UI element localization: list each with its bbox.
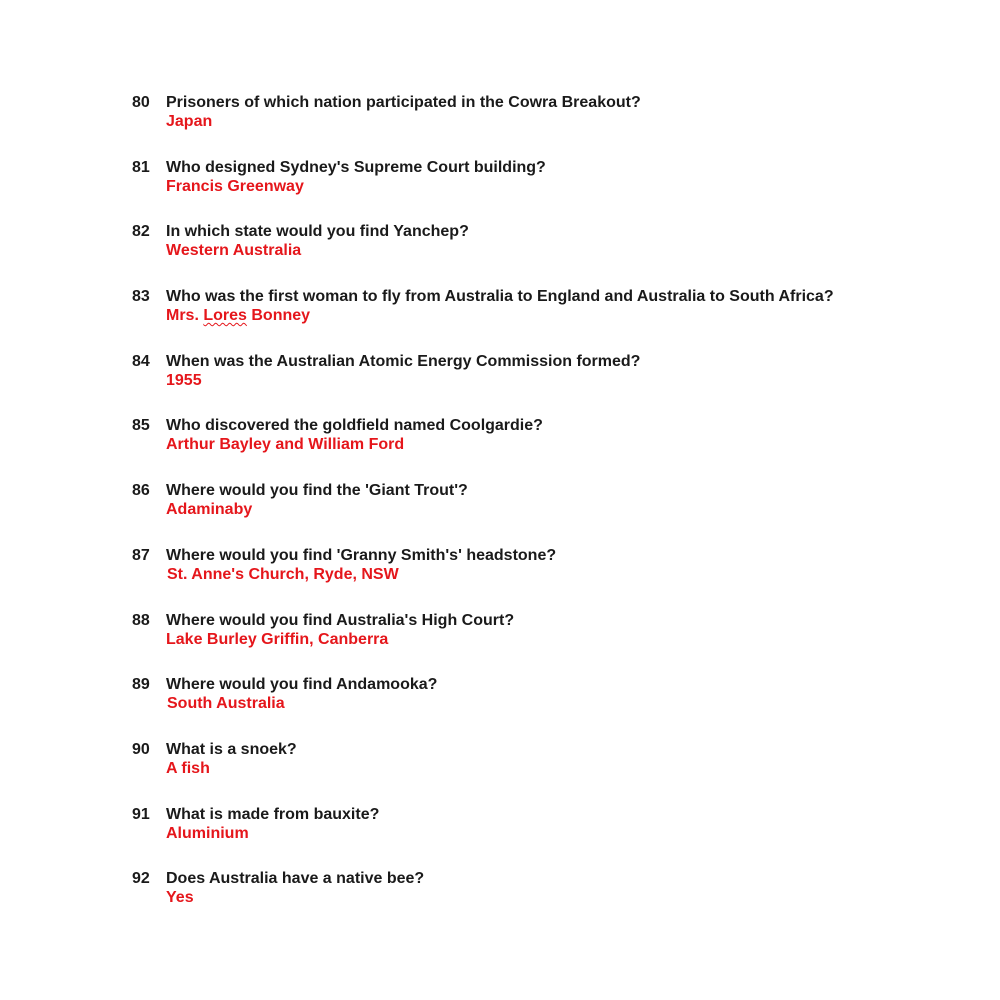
question-number: 81 xyxy=(132,158,150,176)
qa-item-88 xyxy=(132,611,982,676)
answer-text: Francis Greenway xyxy=(166,177,304,195)
answer-text: Lake Burley Griffin, Canberra xyxy=(166,630,389,648)
question-number: 86 xyxy=(132,482,150,500)
qa-item-92 xyxy=(132,869,982,934)
question-text: Where would you find the 'Giant Trout'? xyxy=(166,482,468,500)
spellcheck-flagged-word: Lores xyxy=(203,307,247,325)
question-number: 82 xyxy=(132,223,150,241)
question-number: 90 xyxy=(132,740,150,758)
qa-item-90 xyxy=(132,740,982,805)
answer-text: Arthur Bayley and William Ford xyxy=(166,436,405,454)
question-text: Prisoners of which nation participated in the Cowra Breakout? xyxy=(166,94,641,111)
question-text: When was the Australian Atomic Energy Commission formed? xyxy=(166,352,641,370)
qa-item-82 xyxy=(132,222,982,287)
qa-item-85 xyxy=(132,416,982,481)
question-text: Where would you find Australia's High Court? xyxy=(166,611,515,629)
answer-text: 1955 xyxy=(166,371,202,389)
question-number: 83 xyxy=(132,288,150,306)
question-number: 89 xyxy=(132,676,150,694)
qa-item-91 xyxy=(132,805,982,870)
question-number: 80 xyxy=(132,94,150,111)
question-text: What is a snoek? xyxy=(166,740,297,758)
qa-item-84 xyxy=(132,352,982,417)
question-text: What is made from bauxite? xyxy=(166,805,380,823)
answer-text: Yes xyxy=(166,889,194,907)
question-text: Where would you find Andamooka? xyxy=(166,676,438,694)
qa-item-89 xyxy=(132,675,982,740)
qa-item-81 xyxy=(132,158,982,223)
question-text: Does Australia have a native bee? xyxy=(166,870,425,888)
question-number: 92 xyxy=(132,870,150,888)
answer-prefix: Mrs. xyxy=(166,307,204,325)
question-text: In which state would you find Yanchep? xyxy=(166,223,469,241)
quiz-list xyxy=(132,93,982,934)
answer-text: Japan xyxy=(166,113,213,130)
question-number: 84 xyxy=(132,352,150,370)
question-number: 85 xyxy=(132,417,150,435)
answer-text: St. Anne's Church, Ryde, NSW xyxy=(167,565,399,583)
question-text: Who was the first woman to fly from Australia to England and Australia to South Africa? xyxy=(166,288,834,306)
qa-item-80 xyxy=(132,93,982,158)
question-number: 87 xyxy=(132,546,150,564)
question-text: Who discovered the goldfield named Coolgardie? xyxy=(166,417,543,435)
qa-item-83 xyxy=(132,287,982,352)
answer-text: A fish xyxy=(166,759,210,777)
question-number: 88 xyxy=(132,611,150,629)
answer-text xyxy=(166,306,310,325)
answer-text: South Australia xyxy=(167,695,285,713)
qa-item-87 xyxy=(132,546,982,611)
question-text: Where would you find 'Granny Smith's' headstone? xyxy=(166,546,557,564)
qa-item-86 xyxy=(132,481,982,546)
answer-text: Western Australia xyxy=(166,242,302,260)
answer-suffix: Bonney xyxy=(246,307,311,325)
question-text: Who designed Sydney's Supreme Court building? xyxy=(166,158,546,176)
question-number: 91 xyxy=(132,805,150,823)
answer-text: Aluminium xyxy=(166,824,249,842)
answer-text: Adaminaby xyxy=(166,501,253,519)
